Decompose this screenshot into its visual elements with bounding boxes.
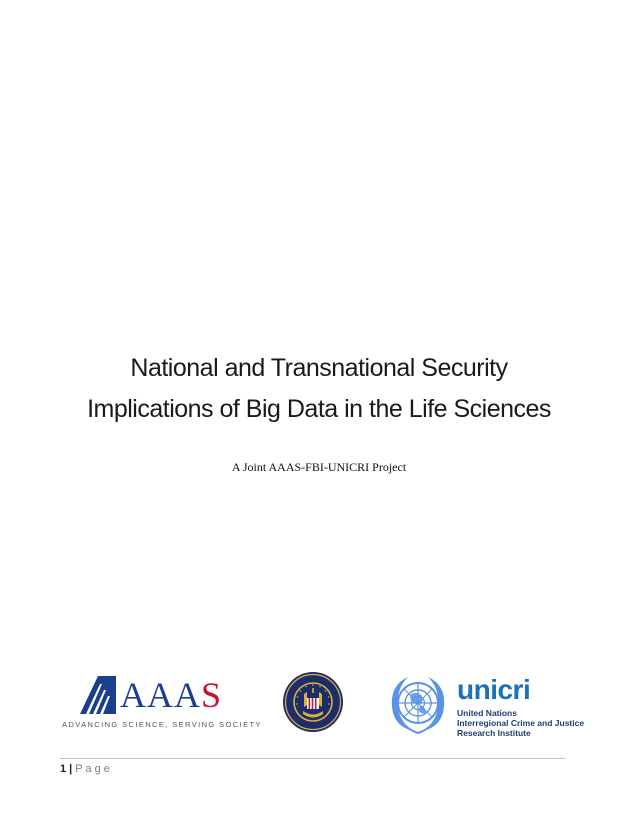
fbi-seal (282, 671, 344, 738)
aaas-acronym-part2: S (201, 675, 223, 715)
document-subtitle: A Joint AAAS-FBI-UNICRI Project (231, 460, 407, 474)
title-line-2: Implications of Big Data in the Life Sciences (87, 395, 551, 423)
un-emblem-icon (384, 673, 452, 737)
aaas-acronym-part1: AAA (120, 675, 201, 715)
page-label: Page (75, 763, 113, 775)
unicri-full-name (457, 708, 584, 738)
un-emblem (384, 673, 452, 742)
aaas-mark-icon (80, 676, 116, 714)
page-number: 1 (60, 763, 67, 775)
footer-separator: | (69, 763, 73, 775)
footer-divider (60, 758, 565, 759)
unicri-line-3: Research Institute (457, 728, 531, 738)
page-footer (60, 763, 113, 775)
aaas-acronym (120, 676, 222, 714)
title-line-1: National and Transnational Security (130, 354, 508, 382)
unicri-line-2: Interregional Crime and Justice (457, 718, 585, 728)
fbi-seal-icon (282, 671, 344, 733)
unicri-wordmark: unicri (457, 674, 531, 705)
aaas-tagline: ADVANCING SCIENCE, SERVING SOCIETY (62, 720, 262, 729)
document-title (0, 348, 638, 430)
unicri-line-1: United Nations (457, 708, 517, 718)
aaas-logo (62, 675, 262, 736)
